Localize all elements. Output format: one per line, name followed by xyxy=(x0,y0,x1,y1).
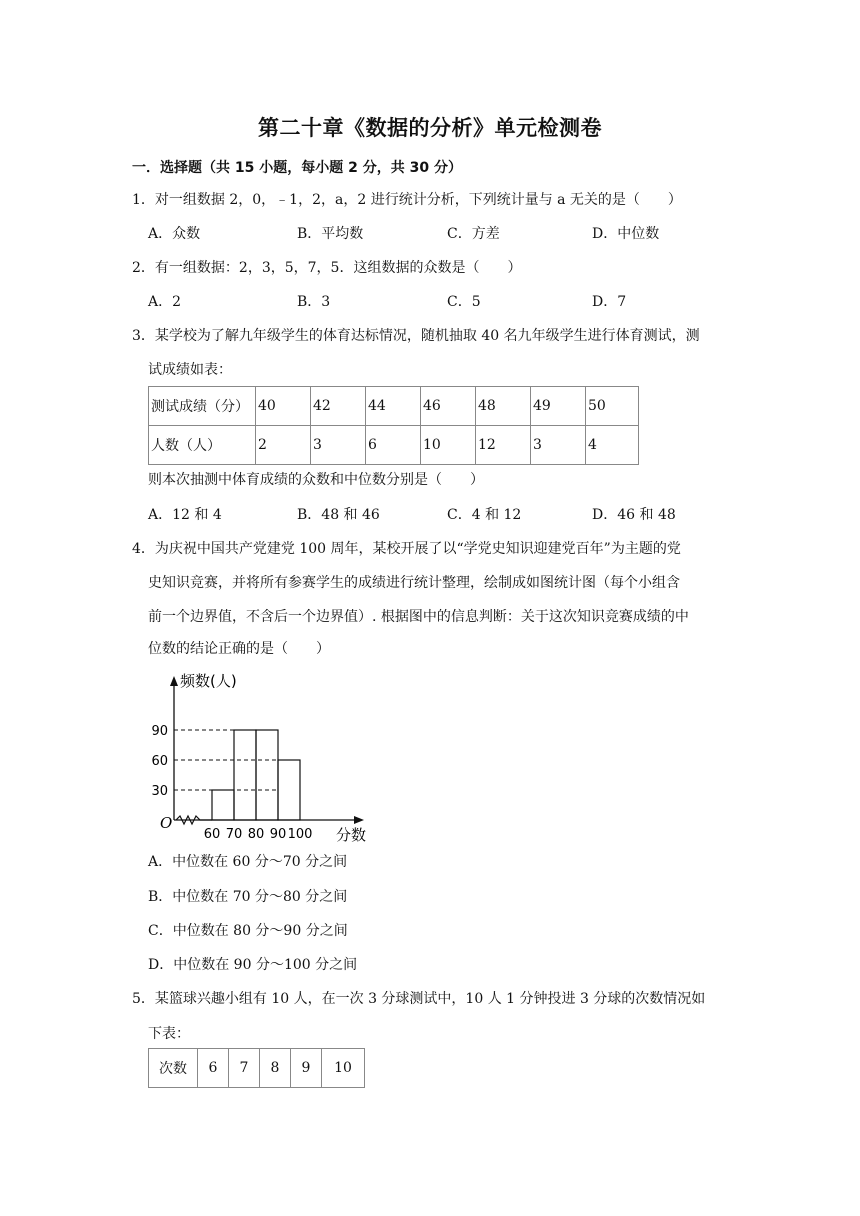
table-cell: 9 xyxy=(291,1049,322,1088)
y-tick-label: 60 xyxy=(151,754,168,769)
histogram-bar xyxy=(234,730,256,820)
question-5-stem-line-2: 下表： xyxy=(148,1026,190,1042)
question-2-option-b: B．3 xyxy=(297,294,331,310)
question-5-count-table xyxy=(148,1048,365,1088)
question-1-stem: 1．对一组数据 2，0，﹣1，2，a，2 进行统计分析，下列统计量与 a 无关的是（ ） xyxy=(132,192,682,208)
x-axis-arrow xyxy=(354,816,364,824)
question-3-option-a: A．12 和 4 xyxy=(148,507,222,523)
histogram-bar xyxy=(256,730,278,820)
table-cell: 8 xyxy=(260,1049,291,1088)
question-3-option-b: B．48 和 46 xyxy=(297,507,380,523)
table-cell: 49 xyxy=(531,387,586,426)
table-cell: 50 xyxy=(586,387,639,426)
question-4-stem-line-1: 4．为庆祝中国共产党建党 100 周年，某校开展了以“学党史知识迎建党百年”为主题的党 xyxy=(132,541,681,557)
question-1-option-b: B．平均数 xyxy=(297,226,364,242)
table-cell: 人数（人） xyxy=(149,426,256,465)
x-tick-label: 70 xyxy=(225,827,243,842)
x-tick-label: 80 xyxy=(247,827,265,842)
question-1-option-c: C．方差 xyxy=(447,226,500,242)
table-cell: 6 xyxy=(366,426,421,465)
table-cell: 2 xyxy=(256,426,311,465)
table-cell: 46 xyxy=(421,387,476,426)
y-axis-title: 频数(人) xyxy=(180,672,237,690)
page-title: 第二十章《数据的分析》单元检测卷 xyxy=(258,116,602,140)
y-axis-arrow xyxy=(170,676,178,686)
table-cell: 测试成绩（分） xyxy=(149,387,256,426)
axis-break-zigzag xyxy=(176,816,212,824)
table-row xyxy=(149,387,639,426)
question-4-option-c: C．中位数在 80 分～90 分之间 xyxy=(148,923,348,939)
question-2-option-c: C．5 xyxy=(447,294,481,310)
table-cell: 3 xyxy=(531,426,586,465)
histogram-bar xyxy=(278,760,300,820)
table-cell: 4 xyxy=(586,426,639,465)
x-tick-label: 60 xyxy=(203,827,221,842)
y-tick-label: 90 xyxy=(151,724,168,739)
question-2-stem: 2．有一组数据：2，3，5，7，5．这组数据的众数是（ ） xyxy=(132,260,522,276)
table-cell: 44 xyxy=(366,387,421,426)
histogram-bar xyxy=(212,790,234,820)
question-3-question: 则本次抽测中体育成绩的众数和中位数分别是（ ） xyxy=(148,472,484,488)
question-5-stem-line-1: 5．某篮球兴趣小组有 10 人，在一次 3 分球测试中，10 人 1 分钟投进 3 分球的次数情况如 xyxy=(132,991,706,1007)
table-cell: 7 xyxy=(229,1049,260,1088)
question-4-stem-line-3: 前一个边界值，不含后一个边界值）. 根据图中的信息判断：关于这次知识竞赛成绩的中 xyxy=(148,609,689,625)
x-axis-title: 分数 xyxy=(336,826,367,844)
table-row xyxy=(149,426,639,465)
question-3-option-c: C．4 和 12 xyxy=(447,507,522,523)
table-cell: 40 xyxy=(256,387,311,426)
table-cell: 6 xyxy=(198,1049,229,1088)
table-cell: 次数 xyxy=(149,1049,198,1088)
origin-label: O xyxy=(160,814,173,832)
x-tick-label: 90 xyxy=(269,827,287,842)
question-4-option-d: D．中位数在 90 分～100 分之间 xyxy=(148,957,358,973)
table-cell: 48 xyxy=(476,387,531,426)
table-cell: 42 xyxy=(311,387,366,426)
table-row xyxy=(149,1049,365,1088)
question-4-stem-line-4: 位数的结论正确的是（ ） xyxy=(148,641,330,657)
question-1-option-d: D．中位数 xyxy=(592,226,660,242)
question-3-score-table xyxy=(148,386,639,465)
table-cell: 10 xyxy=(322,1049,365,1088)
question-3-stem-line-1: 3．某学校为了解九年级学生的体育达标情况，随机抽取 40 名九年级学生进行体育测试，测 xyxy=(132,328,700,344)
question-3-stem-line-2: 试成绩如表： xyxy=(148,362,232,378)
question-4-option-b: B．中位数在 70 分～80 分之间 xyxy=(148,889,348,905)
question-4-stem-line-2: 史知识竞赛，并将所有参赛学生的成绩进行统计整理，绘制成如图统计图（每个小组含 xyxy=(148,575,680,591)
table-cell: 3 xyxy=(311,426,366,465)
section-heading: 一．选择题（共 15 小题，每小题 2 分，共 30 分） xyxy=(132,160,462,176)
question-2-option-d: D．7 xyxy=(592,294,627,310)
question-3-option-d: D．46 和 48 xyxy=(592,507,676,523)
question-1-option-a: A．众数 xyxy=(148,226,201,242)
y-tick-label: 30 xyxy=(151,784,168,799)
question-4-option-a: A．中位数在 60 分～70 分之间 xyxy=(148,854,348,870)
table-cell: 10 xyxy=(421,426,476,465)
x-tick-label: 100 xyxy=(287,827,313,842)
table-cell: 12 xyxy=(476,426,531,465)
frequency-histogram xyxy=(140,668,380,848)
question-2-option-a: A．2 xyxy=(148,294,182,310)
